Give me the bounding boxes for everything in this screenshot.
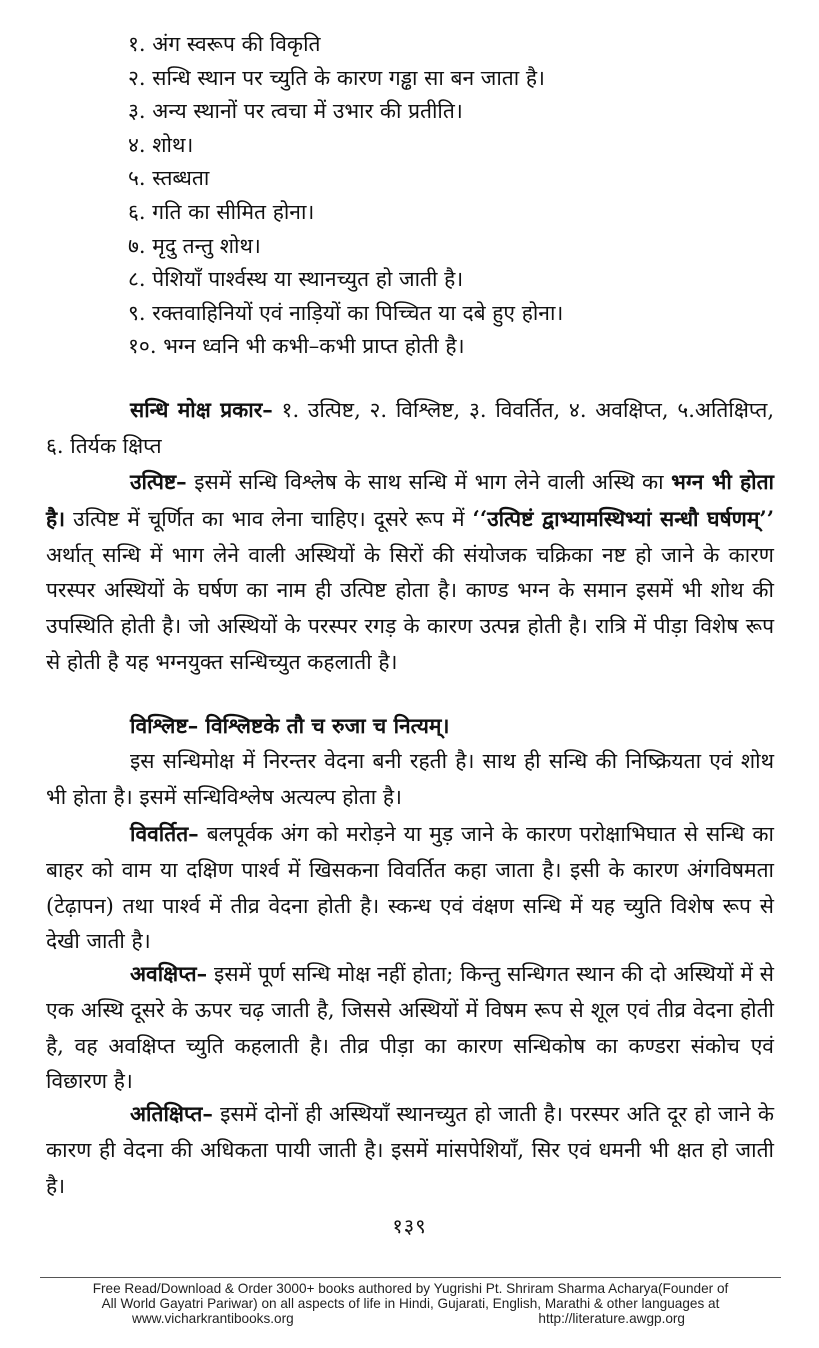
footer-link-vicharkranti[interactable]: www.vicharkrantibooks.org	[132, 1311, 294, 1326]
utpisht-paragraph	[46, 464, 774, 681]
list-item: ८. पेशियाँ पार्श्वस्थ या स्थानच्युत हो जाती है।	[128, 267, 464, 292]
footer-line-1: Free Read/Download & Order 3000+ books authored by Yugrishi Pt. Shriram Sharma Acharya(Founder of	[92, 1281, 729, 1296]
types-heading: सन्धि मोक्ष प्रकार–	[130, 397, 273, 422]
list-item: ३. अन्य स्थानों पर त्वचा में उभार की प्रतीति।	[128, 99, 463, 124]
page-number: १३९	[392, 1214, 427, 1238]
utpisht-heading: उत्पिष्ट–	[130, 469, 187, 494]
symptom-list	[128, 28, 788, 364]
footer-line-2: All World Gayatri Pariwar) on all aspects of life in Hindi, Gujarati, English, Marathi & other languages at	[101, 1296, 720, 1311]
list-item: ५. स्तब्धता	[128, 166, 210, 191]
atikshipt-text: इसमें दोनों ही अस्थियाँ स्थानच्युत हो जाती है। परस्पर अति दूर हो जाने के कारण ही वेदना की अधिकता पायी जाती है। इसमें मांसपेशियाँ, सिर एवं धमनी भी क्षत हो जाती है।	[46, 1102, 774, 1198]
types-paragraph	[46, 392, 774, 465]
footer-link-awgp[interactable]: http://literature.awgp.org	[538, 1311, 685, 1326]
list-item: ४. शोथ।	[128, 132, 194, 157]
avakshipt-heading: अवक्षिप्त–	[130, 961, 208, 986]
list-item: ६. गति का सीमित होना।	[128, 199, 315, 224]
types-text: १. उत्पिष्ट, २. विश्लिष्ट, ३. विवर्तित, ४. अवक्षिप्त, ५.अतिक्षिप्त, ६. तिर्यक क्षिप्त	[46, 398, 774, 458]
avakshipt-text: इसमें पूर्ण सन्धि मोक्ष नहीं होता; किन्तु सन्धिगत स्थान की दो अस्थियों में से एक अस्थि दूसरे के ऊपर चढ़ जाती है, जिससे अस्थियों में विषम रूप से शूल एवं तीव्र वेदना होती है, वह अवक्षिप्त च्युति कहलाती है। तीव्र पीड़ा का कारण सन्धिकोष का कण्डरा संकोच एवं विछारण है।	[46, 962, 774, 1094]
utpisht-text: इसमें सन्धि विश्लेष के साथ सन्धि में भाग लेने वाली अस्थि का	[186, 470, 672, 494]
vivartit-text: बलपूर्वक अंग को मरोड़ने या मुड़ जाने के कारण परोक्षाभिघात से सन्धि का बाहर को वाम या दक्षिण पार्श्व में खिसकना विवर्तित कहा जाता है। इसी के कारण अंगविषमता (टेढ़ापन) तथा पार्श्व में तीव्र वेदना होती है। स्कन्ध एवं वंक्षण सन्धि में यह च्युति विशेष रूप से देखी जाती है।	[46, 822, 774, 954]
vishlisht-text: इस सन्धिमोक्ष में निरन्तर वेदना बनी रहती है। साथ ही सन्धि की निष्क्रियता एवं शोथ भी होता है। इसमें सन्धिविश्लेष अत्यल्प होता है।	[46, 749, 774, 809]
vivartit-paragraph	[46, 816, 774, 960]
list-item: १०. भग्न ध्वनि भी कभी–कभी प्राप्त होती है।	[128, 334, 465, 359]
list-item: २. सन्धि स्थान पर च्युति के कारण गड्ढा सा बन जाता है।	[128, 65, 546, 90]
list-item: ९. रक्तवाहिनियों एवं नाड़ियों का पिच्चित या दबे हुए होना।	[128, 300, 564, 325]
avakshipt-paragraph	[46, 956, 774, 1100]
atikshipt-paragraph	[46, 1096, 774, 1204]
vishlisht-paragraph	[46, 744, 774, 816]
vishlisht-heading-line	[46, 708, 774, 745]
atikshipt-heading: अतिक्षिप्त–	[130, 1101, 213, 1126]
utpisht-quote: ‘‘उत्पिष्टं द्वाभ्यामस्थिभ्यां सन्धौ घर्षणम्’’	[472, 505, 775, 531]
utpisht-text: अर्थात् सन्धि में भाग लेने वाली अस्थियों के सिरों की संयोजक चक्रिका नष्ट हो जाने के कारण परस्पर अस्थियों के घर्षण का नाम ही उत्पिष्ट होता है। काण्ड भग्न के समान इसमें भी शोथ की उपस्थिति होती है। जो अस्थियों के परस्पर रगड़ के कारण उत्पन्न होती है। रात्रि में पीड़ा विशेष रूप से होती है यह भग्नयुक्त सन्धिच्युत कहलाती है।	[46, 542, 774, 674]
list-item: ७. मृदु तन्तु शोथ।	[128, 233, 261, 258]
footer	[40, 1281, 781, 1326]
footer-divider	[40, 1277, 781, 1278]
utpisht-text: उत्पिष्ट में चूर्णित का भाव लेना चाहिए। दूसरे रूप में	[65, 506, 473, 531]
vishlisht-heading: विश्लिष्ट– विश्लिष्टके तौ च रुजा च नित्यम्।	[130, 713, 450, 738]
list-item: १. अंग स्वरूप की विकृति	[128, 32, 321, 56]
footer-links	[40, 1311, 781, 1326]
vivartit-heading: विवर्तित–	[130, 821, 199, 846]
utpisht-bold: भग्न भी होता है।	[46, 469, 774, 531]
